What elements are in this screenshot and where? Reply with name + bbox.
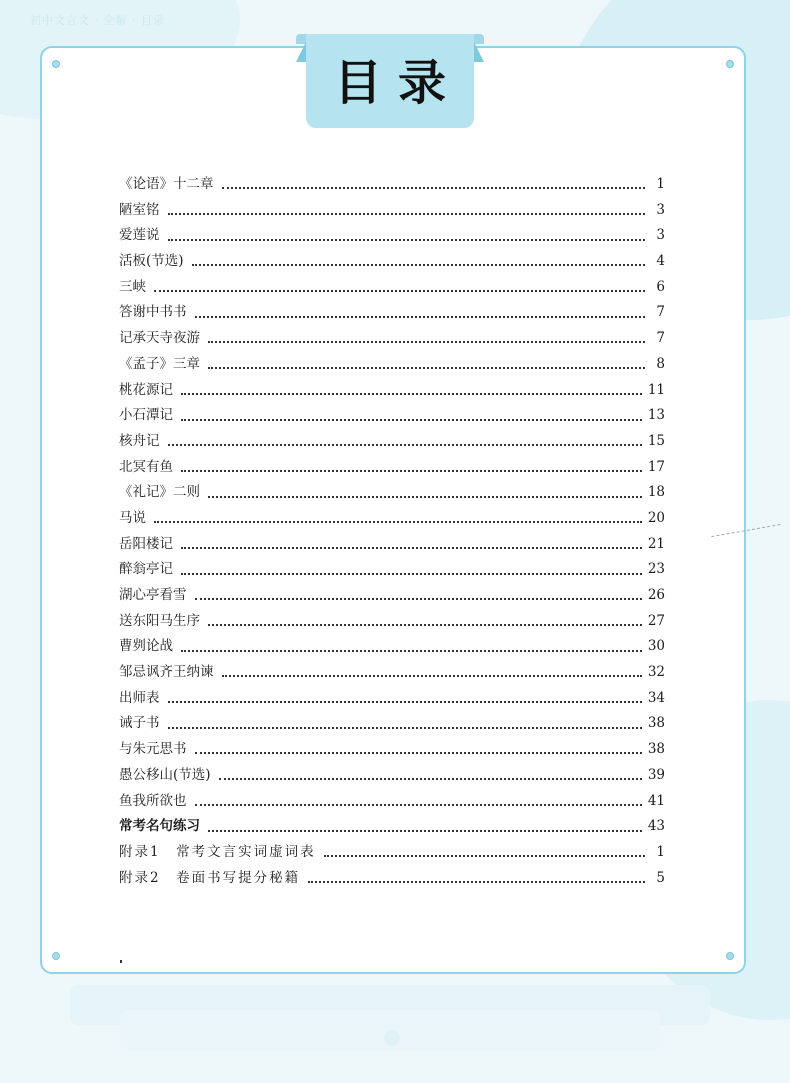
toc-entry[interactable] — [119, 866, 665, 892]
toc-entry-page: 3 — [656, 227, 665, 244]
toc-entry-page: 15 — [647, 432, 665, 449]
toc-entry-page: 27 — [647, 612, 665, 629]
toc-entry-page: 7 — [656, 330, 665, 347]
toc-entry-title: 活板(节选) — [119, 253, 184, 270]
toc-entry[interactable] — [119, 172, 665, 198]
toc-entry-title: 出师表 — [119, 689, 160, 706]
toc-entry[interactable] — [119, 480, 665, 506]
toc-entry-title: 附录2 卷面书写提分秘籍 — [119, 869, 301, 886]
toc-entry-title: 岳阳楼记 — [119, 535, 173, 552]
toc-entry-title: 《论语》十二章 — [119, 176, 214, 192]
toc-entry-page: 1 — [656, 176, 665, 192]
toc-entry-page: 21 — [647, 535, 665, 552]
dot-leader — [181, 392, 642, 395]
toc-entry[interactable] — [119, 557, 665, 583]
running-header: 初中文言文 · 全解 · 目录 — [30, 14, 165, 27]
toc-entry-page: 17 — [647, 458, 665, 475]
toc-entry[interactable] — [119, 686, 665, 712]
toc-entry[interactable] — [119, 506, 665, 532]
corner-dot-icon — [726, 60, 734, 68]
toc-entry-title: 马说 — [119, 509, 146, 526]
toc-entry[interactable] — [119, 532, 665, 558]
table-of-contents — [119, 172, 665, 891]
toc-entry[interactable] — [119, 634, 665, 660]
toc-entry-page: 13 — [647, 407, 665, 424]
toc-entry-title: 《孟子》三章 — [119, 355, 200, 372]
toc-entry[interactable] — [119, 660, 665, 686]
dot-leader — [195, 803, 642, 806]
toc-entry-page: 1 — [656, 843, 665, 860]
toc-entry[interactable] — [119, 840, 665, 866]
toc-entry-title: 《礼记》二则 — [119, 484, 200, 501]
toc-entry-page: 6 — [656, 278, 665, 295]
toc-entry-title: 愚公移山(节选) — [119, 766, 211, 783]
toc-entry-title: 曹刿论战 — [119, 638, 173, 655]
dot-leader — [168, 443, 642, 446]
toc-entry-page: 4 — [656, 253, 665, 270]
toc-entry[interactable] — [119, 223, 665, 249]
toc-entry-title: 核舟记 — [119, 432, 160, 449]
toc-entry-title: 与朱元思书 — [119, 741, 187, 758]
toc-entry-title: 鱼我所欲也 — [119, 792, 187, 809]
toc-entry-page: 38 — [647, 715, 665, 732]
toc-entry[interactable] — [119, 789, 665, 815]
toc-entry[interactable] — [119, 455, 665, 481]
toc-entry-page: 26 — [647, 587, 665, 603]
toc-entry-page: 30 — [647, 638, 665, 655]
toc-entry-title: 记承天寺夜游 — [119, 330, 200, 347]
toc-entry-title: 邹忌讽齐王纳谏 — [119, 664, 214, 681]
toc-entry[interactable] — [119, 711, 665, 737]
toc-entry-title: 陋室铭 — [119, 201, 160, 218]
dot-leader — [308, 880, 645, 883]
dot-leader — [168, 238, 646, 241]
toc-entry-title: 爱莲说 — [119, 227, 160, 244]
toc-entry-page: 39 — [647, 766, 665, 783]
dot-leader — [222, 186, 646, 189]
toc-entry-page: 32 — [647, 664, 665, 681]
toc-entry[interactable] — [119, 300, 665, 326]
dot-leader — [208, 366, 645, 369]
toc-entry-title: 小石潭记 — [119, 407, 173, 424]
toc-entry-page: 7 — [656, 304, 665, 321]
toc-entry-page: 18 — [647, 484, 665, 501]
dot-leader — [192, 263, 645, 266]
dot-leader — [181, 469, 642, 472]
dot-leader — [154, 520, 642, 523]
toc-entry[interactable] — [119, 378, 665, 404]
toc-entry-title: 诫子书 — [119, 715, 160, 732]
dot-leader — [181, 546, 642, 549]
toc-entry-title: 送东阳马生序 — [119, 612, 200, 629]
toc-entry-title: 湖心亭看雪 — [119, 587, 187, 603]
toc-entry-title: 三峡 — [119, 278, 146, 295]
toc-entry-title: 桃花源记 — [119, 381, 173, 398]
toc-entry-page: 23 — [647, 561, 665, 578]
toc-entry[interactable] — [119, 737, 665, 763]
toc-entry-page: 20 — [647, 509, 665, 526]
toc-entry-page: 41 — [647, 792, 665, 809]
dot-leader — [168, 212, 646, 215]
toc-entry[interactable] — [119, 275, 665, 301]
corner-dot-icon — [726, 952, 734, 960]
toc-entry-page: 43 — [647, 818, 665, 835]
toc-entry-title: 北冥有鱼 — [119, 458, 173, 475]
footer-dot — [384, 1030, 400, 1046]
dot-leader — [168, 700, 642, 703]
dot-leader — [195, 751, 642, 754]
toc-entry[interactable] — [119, 403, 665, 429]
toc-entry-page: 8 — [656, 355, 665, 372]
dot-leader — [181, 649, 642, 652]
toc-entry-page: 11 — [647, 381, 665, 398]
toc-entry-page: 38 — [647, 741, 665, 758]
toc-entry[interactable] — [119, 352, 665, 378]
toc-entry[interactable] — [119, 763, 665, 789]
dot-leader — [154, 289, 645, 292]
toc-entry[interactable] — [119, 249, 665, 275]
toc-entry-page: 3 — [656, 201, 665, 218]
page-title: 目录 — [333, 55, 462, 111]
dot-leader — [222, 674, 642, 677]
dot-leader — [208, 829, 642, 832]
toc-entry[interactable] — [119, 609, 665, 635]
toc-entry-title: 醉翁亭记 — [119, 561, 173, 578]
print-speck — [120, 960, 122, 963]
corner-dot-icon — [52, 952, 60, 960]
dot-leader — [195, 597, 642, 600]
dot-leader — [195, 315, 646, 318]
dot-leader — [208, 623, 642, 626]
toc-entry-page: 5 — [656, 869, 665, 886]
dot-leader — [168, 726, 642, 729]
toc-entry[interactable] — [119, 429, 665, 455]
dot-leader — [181, 418, 642, 421]
dot-leader — [208, 340, 645, 343]
toc-entry[interactable] — [119, 814, 665, 840]
dot-leader — [181, 572, 642, 575]
dot-leader — [208, 495, 642, 498]
dot-leader — [324, 854, 645, 857]
toc-entry[interactable] — [119, 583, 665, 609]
toc-entry-page: 34 — [647, 689, 665, 706]
toc-entry[interactable] — [119, 198, 665, 224]
toc-entry[interactable] — [119, 326, 665, 352]
toc-entry-title: 附录1 常考文言实词虚词表 — [119, 843, 316, 860]
dot-leader — [219, 777, 642, 780]
toc-entry-title: 答谢中书书 — [119, 304, 187, 321]
corner-dot-icon — [52, 60, 60, 68]
toc-entry-title: 常考名句练习 — [119, 818, 200, 835]
